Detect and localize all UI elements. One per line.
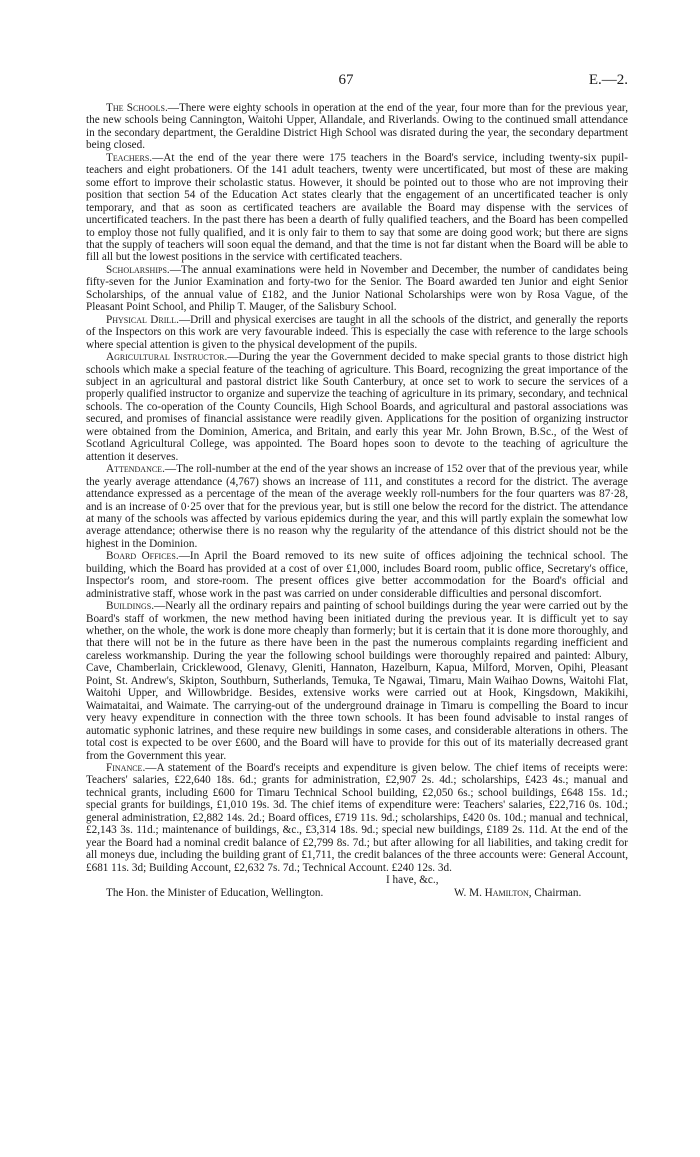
paragraph-text: —During the year the Government decided to make special grants to those district high schools which make a special feature of the teaching of agriculture. This Board, recognizing the great importance of the subject in an agricultural and pastoral district like South Canterbury, at once set to work to secure the services of a properly qualified instructor to organize and supervize the teaching of agriculture in its primary, secondary, and technical schools. The co-operation of the County Councils, High School Boards, and agricultural and pastoral associations was secured, and promises of financial assistance were readily given. Applications for the position of organizing instructor were obtained from the Dominion, America, and Britain, and early this year Mr. John Brown, B.Sc., of the West of Scotland Agricultural College, was appointed. The Board hopes soon to devote to the teaching of agriculture the attention it deserves.	[86, 351, 628, 463]
page-number: 67	[338, 72, 354, 88]
paragraph-agricultural-instructor	[86, 351, 628, 463]
closing-line-1	[86, 874, 628, 886]
addressee: The Hon. the Minister of Education, Wellington.	[106, 886, 324, 899]
salutation: I have, &c.,	[386, 874, 439, 887]
paragraph-text: —At the end of the year there were 175 teachers in the Board's service, including twenty-six pupil-teachers and eight probationers. Of the 141 adult teachers, twenty were uncertificated, but most of these are making some effort to improve their scholastic status. However, it should be pointed out to those who are not improving their position that section 54 of the Education Act states clearly that the engagement of an uncertificated teacher is only temporary, and that as soon as certificated teachers are available the Board may dispense with the services of uncertificated teachers. In the past there has been a dearth of fully qualified teachers, and the Board has been compelled to employ those not fully qualified, and it is only fair to them to say that some are doing good work; but there are signs that the supply of teachers will soon equal the demand, and that the time is not far distant when the Board will be able to fill all but the lowest positions in the service with certificated teachers.	[86, 151, 628, 264]
paragraph-buildings	[86, 600, 628, 762]
paragraph-text: —In April the Board removed to its new suite of offices adjoining the technical school. The building, which the Board has provided at a cost of over £1,000, includes Board room, public office, Secretary's office, Inspector's room, and store-room. The present offices give better accommodation for the Board's official and administrative staff, whose work in the past was carried on under considerable difficulties and personal discomfort.	[86, 550, 628, 600]
closing-line-2	[86, 887, 628, 899]
paragraph-title: Finance.	[106, 762, 146, 775]
paragraph-title: Attendance.	[106, 463, 165, 476]
paragraph-title: Agricultural Instructor.	[106, 351, 228, 364]
signatory-surname: Hamilton,	[484, 886, 532, 899]
paragraph-finance	[86, 762, 628, 874]
paragraph-title: Buildings.	[106, 600, 155, 613]
paragraph-scholarships	[86, 264, 628, 314]
paragraph-text: —Drill and physical exercises are taught in all the schools of the district, and generally the reports of the Inspectors on this work are very favourable indeed. This is especially the case with reference to the large schools where special attention is given to the physical development of the pupils.	[86, 313, 628, 351]
paragraph-teachers	[86, 152, 628, 264]
paragraph-board-offices	[86, 550, 628, 600]
paragraph-text: —The roll-number at the end of the year shows an increase of 152 over that of the previous year, while the yearly average attendance (4,767) shows an increase of 111, and constitutes a record for the district. The average attendance expressed as a percentage of the mean of the average weekly roll-numbers for the four quarters was 87·28, and is an increase of 0·25 over that for the previous year, but is still one below the record for the district. The attendance at many of the schools was affected by various epidemics during the year, and this will partly explain the somewhat low average attendance; otherwise there is no reason why the regularity of the attendance of this district should not be the highest in the Dominion.	[86, 463, 628, 550]
paragraph-text: —Nearly all the ordinary repairs and painting of school buildings during the year were carried out by the Board's staff of workmen, the new method having been initiated during the previous year. It is difficult yet to say whether, on the whole, the work is done more cheaply than formerly; but it is certain that it is done more thoroughly, and that there will not be in the future as there have been in the past the numerous complaints regarding inefficient and careless workmanship. During the year the following school buildings were thoroughly repaired and painted: Albury, Cave, Chamberlain, Cricklewood, Glenavy, Gleniti, Hannaton, Hazelburn, Kapua, Milford, Morven, Opihi, Pleasant Point, St. Andrew's, Skipton, Southburn, Sutherlands, Temuka, Te Ngawai, Timaru, Main Waihao Downs, Waitohi Flat, Waitohi Upper, and Willowbridge. Besides, extensive works were carried out at Hook, Kingsdown, Makikihi, Waimataitai, and Waimate. The carrying-out of the underground drainage in Timaru is compelling the Board to incur very heavy expenditure in connection with the three town schools. It has been found advisable to instal ranges of automatic syphonic latrines, and these require new buildings in some cases, and considerable alterations in others. The total cost is expected to be over £600, and the Board will have to provide for this out of its materially decreased grant from the Government this year.	[86, 600, 628, 762]
paragraph-title: Scholarships.	[106, 263, 170, 276]
paragraph-schools	[86, 102, 628, 152]
paragraph-text: —A statement of the Board's receipts and expenditure is given below. The chief items of receipts were: Teachers' salaries, £22,640 18s. 6d.; grants for administration, £2,907 2s. 4d.; scholarships, £423 4s.; manual and technical grants, including £600 for Timaru Technical School building, £2,050 6s.; school buildings, £648 15s. 1d.; special grants for buildings, £1,010 19s. 3d. The chief items of expenditure were: Teachers' salaries, £22,716 0s. 10d.; general administration, £2,882 14s. 2d.; Board offices, £719 11s. 9d.; scholarships, £420 0s. 10d.; manual and technical, £2,143 3s. 11d.; maintenance of buildings, &c., £3,314 18s. 9d.; special new buildings, £189 2s. 11d. At the end of the year the Board had a nominal credit balance of £2,799 8s. 7d.; but after allowing for all liabilities, and taking credit for all moneys due, including the building grant of £1,711, the credit balances of the three accounts were: General Account, £681 11s. 3d; Building Account, £2,632 7s. 7d.; Technical Account. £240 12s. 3d.	[86, 762, 628, 874]
paragraph-title: Board Offices.	[106, 550, 179, 563]
page-header	[64, 72, 628, 92]
document-reference: E.—2.	[588, 72, 628, 88]
signatory-initials: W. M.	[454, 886, 482, 899]
paragraph-attendance	[86, 463, 628, 550]
paragraph-text: —There were eighty schools in operation at the end of the year, four more than for the previous year, the new schools being Cannington, Waitohi Upper, Allandale, and Riverlands. Owing to the continued small attendance in the secondary department, the Geraldine District High School was disrated during the year, the secondary department being closed.	[86, 102, 628, 152]
paragraph-text: —The annual examinations were held in November and December, the number of candidates being fifty-seven for the Junior Examination and forty-two for the Senior. The Board awarded ten Junior and eight Senior Scholarships, of the annual value of £182, and the Junior National Scholarships were won by Rosa Vague, of the Pleasant Point School, and Philip T. Mauger, of the Salisbury School.	[86, 263, 628, 314]
signatory-title: Chairman.	[534, 886, 582, 899]
paragraph-title: Teachers.	[106, 151, 153, 164]
signature-block	[454, 887, 581, 899]
paragraph-title: The Schools.	[106, 102, 168, 114]
paragraph-title: Physical Drill.	[106, 313, 179, 326]
report-body	[86, 102, 628, 899]
paragraph-physical-drill	[86, 314, 628, 351]
